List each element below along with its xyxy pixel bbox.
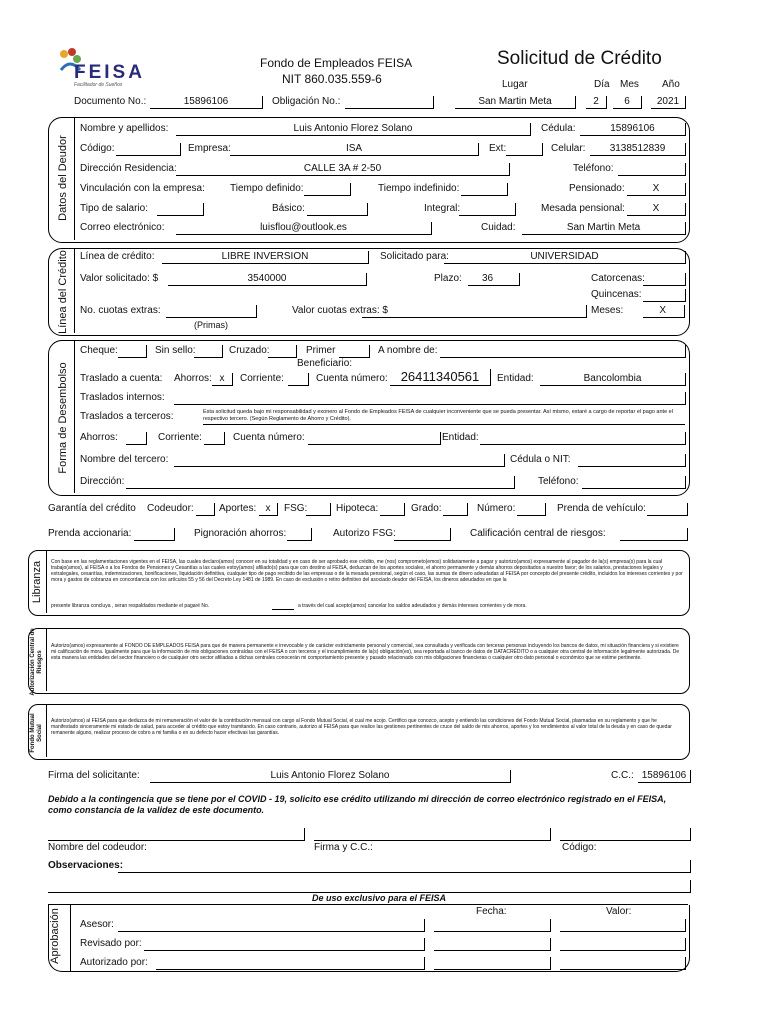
obligacion-field[interactable] xyxy=(345,96,434,109)
grado-label: Grado: xyxy=(411,503,442,514)
cruzado-field[interactable] xyxy=(268,345,297,358)
autorizado-label: Autorizado por: xyxy=(80,957,148,968)
codeudor-field[interactable] xyxy=(196,503,215,516)
direccion-field[interactable]: CALLE 3A # 2-50 xyxy=(176,163,510,176)
traslados-internos-label: Traslados internos: xyxy=(80,392,165,403)
mes-field[interactable]: 6 xyxy=(613,96,642,109)
datos-deudor-label: Datos del Deudor xyxy=(57,135,69,221)
firma-field[interactable]: Luis Antonio Florez Solano xyxy=(150,770,511,783)
revisado-field[interactable] xyxy=(144,938,425,951)
nombre-tercero-label: Nombre del tercero: xyxy=(80,454,169,465)
autorizado-valor-field[interactable] xyxy=(560,957,686,970)
calificacion-field[interactable] xyxy=(620,528,688,541)
form-title: Solicitud de Crédito xyxy=(497,48,662,69)
cc-field[interactable]: 15896106 xyxy=(638,770,691,783)
autorizado-field[interactable] xyxy=(156,957,425,970)
firma-label: Firma del solicitante: xyxy=(48,770,140,781)
revisado-fecha-field[interactable] xyxy=(434,938,551,951)
codigo2-label: Código: xyxy=(562,842,597,853)
corriente-label: Corriente: xyxy=(240,373,284,384)
lugar-label: Lugar xyxy=(502,79,528,90)
meses-label: Meses: xyxy=(591,305,624,316)
covid-note: Debido a la contingencia que se tiene por el COVID - 19, solicito ese crédito utilizando mi dirección de correo electrónico registrado en el FEISA, como constancia de la validez de este documento. xyxy=(48,794,667,815)
aprobacion-divider xyxy=(70,905,71,971)
linea-field[interactable]: LIBRE INVERSION xyxy=(162,251,369,264)
fecha-label: Fecha: xyxy=(476,906,507,917)
ext-label: Ext: xyxy=(489,143,507,154)
calificacion-label: Calificación central de riesgos: xyxy=(470,528,606,539)
traslado-cuenta-label: Traslado a cuenta: xyxy=(80,373,163,384)
autorizacion-text: Autorizo(amos) expresamente al FONDO DE EMPLEADOS FEISA para que de manera permanente e irrevocable y de carácter estrictamente personal y comercial, sea consultada y verificada con terceras personas incluyendo los bancos de datos, mi situación financiera y si existiere mi calificación de mora. Igualmente para que la información de mis obligaciones contraídas con el FEISA o con terceros y el incumplimiento de la(s) obligación(es), sea reportada al banco de datos de DATACRÉDITO o a cualquier otra central de información legalmente autorizada. De esta manera las entidades del sector financiero o de cualquier otro sector afiliadas a dichas centrales conocerán mi comportamiento presente y pasado relacionado con mis obligaciones financieras o cualquier otro dato personal o económico que se estime pertinente. xyxy=(51,643,680,661)
integral-label: Integral: xyxy=(424,203,461,214)
valor-cuotas-label: Valor cuotas extras: $ xyxy=(292,305,388,316)
mesada-label: Mesada pensional: xyxy=(541,203,625,214)
cedula-nit-field[interactable] xyxy=(578,454,686,467)
hipoteca-field[interactable] xyxy=(380,503,405,516)
dia-label: Día xyxy=(594,79,610,90)
valor-solicitado-field[interactable]: 3540000 xyxy=(168,273,367,286)
entidad2-label: Entidad: xyxy=(442,432,479,443)
fsg-field[interactable] xyxy=(306,503,331,516)
autorizacion-label: Autorización Central de Riesgos xyxy=(30,628,43,696)
terceros-disclaimer: Esta solicitud queda bajo mi responsabilidad y exonero al Fondo de Empleados FEISA de cualquier inconveniente que se pueda presentar. Así mismo, estaré a cargo de reportar el pago ante el respectivo tercero. (Según Reglamento de Ahorro y Crédito). xyxy=(203,409,673,422)
prenda-accionaria-label: Prenda accionaria: xyxy=(48,528,132,539)
quincenas-label: Quincenas: xyxy=(591,289,642,300)
primer-label: Primer xyxy=(306,345,336,356)
direccion2-field[interactable] xyxy=(126,476,515,489)
documento-label: Documento No.: xyxy=(74,96,147,107)
aportes-field[interactable]: x xyxy=(259,503,278,516)
asesor-valor-field[interactable] xyxy=(560,919,686,932)
org-name: Fondo de Empleados FEISA xyxy=(260,56,413,70)
codigo-field[interactable] xyxy=(116,143,181,156)
fondo-mutual-label: Fondo Mutual Social xyxy=(30,713,43,753)
tiempo-definido-label: Tiempo definido: xyxy=(230,183,304,194)
org-nit: NIT 860.035.559-6 xyxy=(282,72,382,86)
autorizo-fsg-label: Autorizo FSG: xyxy=(333,528,396,539)
celular-label: Celular: xyxy=(551,143,586,154)
basico-label: Básico: xyxy=(272,203,305,214)
asesor-fecha-field[interactable] xyxy=(434,919,551,932)
ciudad-field[interactable]: San Martin Meta xyxy=(522,222,686,235)
primer-beneficiario-field[interactable] xyxy=(339,345,370,358)
fsg-label: FSG: xyxy=(284,503,308,514)
terceros-underline xyxy=(203,423,685,425)
feisa-logo xyxy=(58,48,158,92)
catorcenas-field[interactable] xyxy=(643,273,686,286)
sin-sello-field[interactable] xyxy=(194,345,223,358)
cedula-label: Cédula: xyxy=(541,123,576,134)
hipoteca-label: Hipoteca: xyxy=(336,503,379,514)
numero-field[interactable] xyxy=(517,503,546,516)
cc-label: C.C.: xyxy=(611,770,634,781)
nombre-codeudor-label: Nombre del codeudor: xyxy=(48,842,147,853)
vinculacion-label: Vinculación con la empresa: xyxy=(80,183,205,194)
codeudor-name-line[interactable] xyxy=(48,828,305,841)
fondo-mutual-divider xyxy=(46,705,47,757)
libranza-text: Con base en las reglamentaciones vigentes en el FEISA, las cuales declaro(amos) conocer en su totalidad y en caso de ser aprobado ese crédito, me (nos) comprometo(emos) solidariamente a pagar y autorizo(amos) expresamente al pagador de la(s) empresa(s) para la cual trabajo(amos), al FEISA o a los Fondos de Pensiones y Cesantías a las cuales estoy(amos) afiliado(s) para que con destino al FEISA, deduzcan de los aportes sociales, el ahorro permanente y demás ahorros depositados a nuestro favor; de los salarios, prestaciones legales y extralegales, cesantías, indemnizaciones, bonificaciones, liquidación definitiva, cualquier tipo de pago recibido de las empresas o de la mesada pensional, según el caso, las sumas de dinero adeudadas al FEISA por concepto del presente crédito, incluidos los intereses corrientes y por mora y gastos de cobranza en concordancia con los artículos 55 y 56 del Decreto Ley 1481 de 1989. En caso de exclusión o retiro definitivo del asociado deudor del FEISA, los dineros adeudados en que la xyxy=(51,559,683,583)
grado-field[interactable] xyxy=(443,503,468,516)
ahorros2-label: Ahorros: xyxy=(80,432,118,443)
fondo-mutual-text: Autorizo(amos) al FEISA para que deduzca de mi remuneración el valor de la contribución mensual con cargo al Fondo Mutual Social, el cual me acojo. Certifico que conozco, acepto y entiendo las condiciones del Fondo Mutual Social, plasmadas en su reglamento y que he manifestado sinceramente mi estado de salud, para acceder al crédito que estoy tramitando. En caso contrario, autorizo al FEISA para que realice las gestiones pertinentes de cruce del saldo de mis ahorros, aportes y los rendimientos al valor total de la deuda y en caso de quedar remanente alguno, realizar proceso de cobro a mi familia o en su defecto hacer efectivas las garantías. xyxy=(51,718,672,736)
a-nombre-field[interactable] xyxy=(440,345,686,358)
cuenta-numero-label: Cuenta número: xyxy=(316,373,388,384)
garantia-label: Garantía del crédito xyxy=(48,503,136,514)
anio-field[interactable]: 2021 xyxy=(651,96,686,109)
telefono2-label: Teléfono: xyxy=(538,476,579,487)
autorizacion-section xyxy=(28,628,690,694)
prenda-vehiculo-label: Prenda de vehículo: xyxy=(557,503,646,514)
lugar-field[interactable]: San Martin Meta xyxy=(455,96,576,109)
obligacion-label: Obligación No.: xyxy=(272,96,341,107)
datos-deudor-divider xyxy=(74,118,75,240)
cheque-field[interactable] xyxy=(118,345,147,358)
entidad-label: Entidad: xyxy=(497,373,534,384)
nombre-tercero-field[interactable] xyxy=(174,454,505,467)
codeudor-firma-line[interactable] xyxy=(314,828,551,841)
tiempo-indefinido-field[interactable] xyxy=(461,183,508,196)
beneficiario-label: Beneficiario: xyxy=(297,358,353,369)
pensionado-field[interactable]: X xyxy=(627,183,686,196)
corriente2-label: Corriente: xyxy=(158,432,202,443)
cuotas-extras-field[interactable] xyxy=(166,305,257,318)
autorizacion-divider xyxy=(46,629,47,691)
ahorros2-field[interactable] xyxy=(126,432,147,445)
aportes-label: Aportes: xyxy=(219,503,257,514)
quincenas-field[interactable] xyxy=(643,289,686,302)
traslados-internos-field[interactable] xyxy=(174,392,686,405)
cuenta-numero2-field[interactable] xyxy=(308,432,441,445)
firma-cc-label: Firma y C.C.: xyxy=(314,842,373,853)
libranza-footer-a: presente libranza concluya , seran respaldados mediante el pagaré No. xyxy=(51,603,210,609)
telefono2-field[interactable] xyxy=(582,476,686,489)
telefono-label: Teléfono: xyxy=(573,163,614,174)
valor-cuotas-field[interactable] xyxy=(362,305,587,318)
prenda-accionaria-field[interactable] xyxy=(134,528,175,541)
corriente2-field[interactable] xyxy=(204,432,225,445)
observaciones-label: Observaciones: xyxy=(48,860,124,871)
valor-label: Valor: xyxy=(606,906,632,917)
desembolso-divider xyxy=(74,341,75,493)
linea-label: Línea de crédito: xyxy=(80,251,155,262)
asesor-label: Asesor: xyxy=(80,919,114,930)
codeudor-label: Codeudor: xyxy=(147,503,194,514)
asesor-field[interactable] xyxy=(118,919,425,932)
uso-exclusivo-label: De uso exclusivo para el FEISA xyxy=(312,893,447,903)
codigo-label: Código: xyxy=(80,143,115,154)
observaciones-field[interactable] xyxy=(118,860,691,873)
cuenta-numero2-label: Cuenta número: xyxy=(233,432,305,443)
ciudad-label: Cuidad: xyxy=(481,222,516,233)
observaciones-field-2[interactable] xyxy=(48,880,691,893)
pensionado-label: Pensionado: xyxy=(569,183,625,194)
pignoracion-label: Pignoración ahorros: xyxy=(194,528,287,539)
cedula-nit-label: Cédula o NIT: xyxy=(510,454,571,465)
direccion-label: Dirección Residencia: xyxy=(80,163,177,174)
empresa-label: Empresa: xyxy=(188,143,231,154)
solicitado-para-field[interactable]: UNIVERSIDAD xyxy=(444,251,686,264)
libranza-footer-b: a través del cual acepto(amos) cancelar los saldos adeudados y demás intereses corrientes y de mora. xyxy=(298,603,527,609)
plazo-field[interactable]: 36 xyxy=(468,273,520,286)
basico-field[interactable] xyxy=(307,203,368,216)
celular-field[interactable]: 3138512839 xyxy=(590,143,686,156)
desembolso-label: Forma de Desembolso xyxy=(57,362,69,474)
direccion2-label: Dirección: xyxy=(80,476,125,487)
linea-credito-divider xyxy=(74,249,75,333)
entidad-field[interactable]: Bancolombia xyxy=(540,373,686,386)
traslados-terceros-label: Traslados a terceros: xyxy=(80,411,174,422)
catorcenas-label: Catorcenas: xyxy=(591,273,645,284)
corriente-field[interactable] xyxy=(288,373,309,386)
anio-label: Año xyxy=(662,79,680,90)
documento-field[interactable]: 15896106 xyxy=(150,96,263,109)
pignoracion-field[interactable] xyxy=(287,528,312,541)
tiempo-indefinido-label: Tiempo indefinido: xyxy=(378,183,460,194)
nombre-label: Nombre y apellidos: xyxy=(80,123,169,134)
mesada-field[interactable]: X xyxy=(627,203,686,216)
solicitado-para-label: Solicitado para: xyxy=(380,251,449,262)
ext-field[interactable] xyxy=(506,143,543,156)
libranza-label: Libranza xyxy=(31,560,43,604)
cruzado-label: Cruzado: xyxy=(229,345,270,356)
entidad2-field[interactable] xyxy=(480,432,686,445)
numero-label: Número: xyxy=(477,503,516,514)
autorizado-fecha-field[interactable] xyxy=(434,957,551,970)
sin-sello-label: Sin sello: xyxy=(155,345,196,356)
pagare-field[interactable] xyxy=(272,608,294,610)
primas-label: (Primas) xyxy=(194,320,228,330)
autorizo-fsg-field[interactable] xyxy=(394,528,451,541)
cuotas-extras-label: No. cuotas extras: xyxy=(80,305,161,316)
ahorros-label: Ahorros: xyxy=(174,373,212,384)
logo-subtitle: Facilitador de Sueños xyxy=(74,82,123,88)
tipo-salario-label: Tipo de salario: xyxy=(80,203,148,214)
empresa-field[interactable]: ISA xyxy=(230,143,479,156)
prenda-vehiculo-field[interactable] xyxy=(647,503,688,516)
nombre-field[interactable]: Luis Antonio Florez Solano xyxy=(176,123,531,136)
correo-label: Correo electrónico: xyxy=(80,222,165,233)
tiempo-definido-field[interactable] xyxy=(304,183,351,196)
dia-field[interactable]: 2 xyxy=(586,96,607,109)
mes-label: Mes xyxy=(620,79,639,90)
logo-text: FEISA xyxy=(74,62,145,83)
libranza-divider xyxy=(46,551,47,613)
linea-credito-label: Línea del Crédito xyxy=(57,250,69,334)
cheque-label: Cheque: xyxy=(80,345,118,356)
integral-field[interactable] xyxy=(459,203,516,216)
tipo-salario-field[interactable] xyxy=(157,203,204,216)
revisado-valor-field[interactable] xyxy=(560,938,686,951)
valor-solicitado-label: Valor solicitado: $ xyxy=(80,273,159,284)
meses-field[interactable]: X xyxy=(643,305,685,318)
plazo-label: Plazo: xyxy=(434,273,462,284)
cuenta-numero-field[interactable]: 26411340561 xyxy=(390,369,491,386)
ahorros-field[interactable]: x xyxy=(212,373,233,386)
aprobacion-label: Aprobación xyxy=(49,908,61,964)
a-nombre-label: A nombre de: xyxy=(378,345,438,356)
codeudor-codigo-line[interactable] xyxy=(560,828,691,841)
revisado-label: Revisado por: xyxy=(80,938,142,949)
correo-field[interactable]: luisflou@outlook.es xyxy=(176,222,432,235)
telefono-field[interactable] xyxy=(618,163,686,176)
cedula-field[interactable]: 15896106 xyxy=(580,123,686,136)
